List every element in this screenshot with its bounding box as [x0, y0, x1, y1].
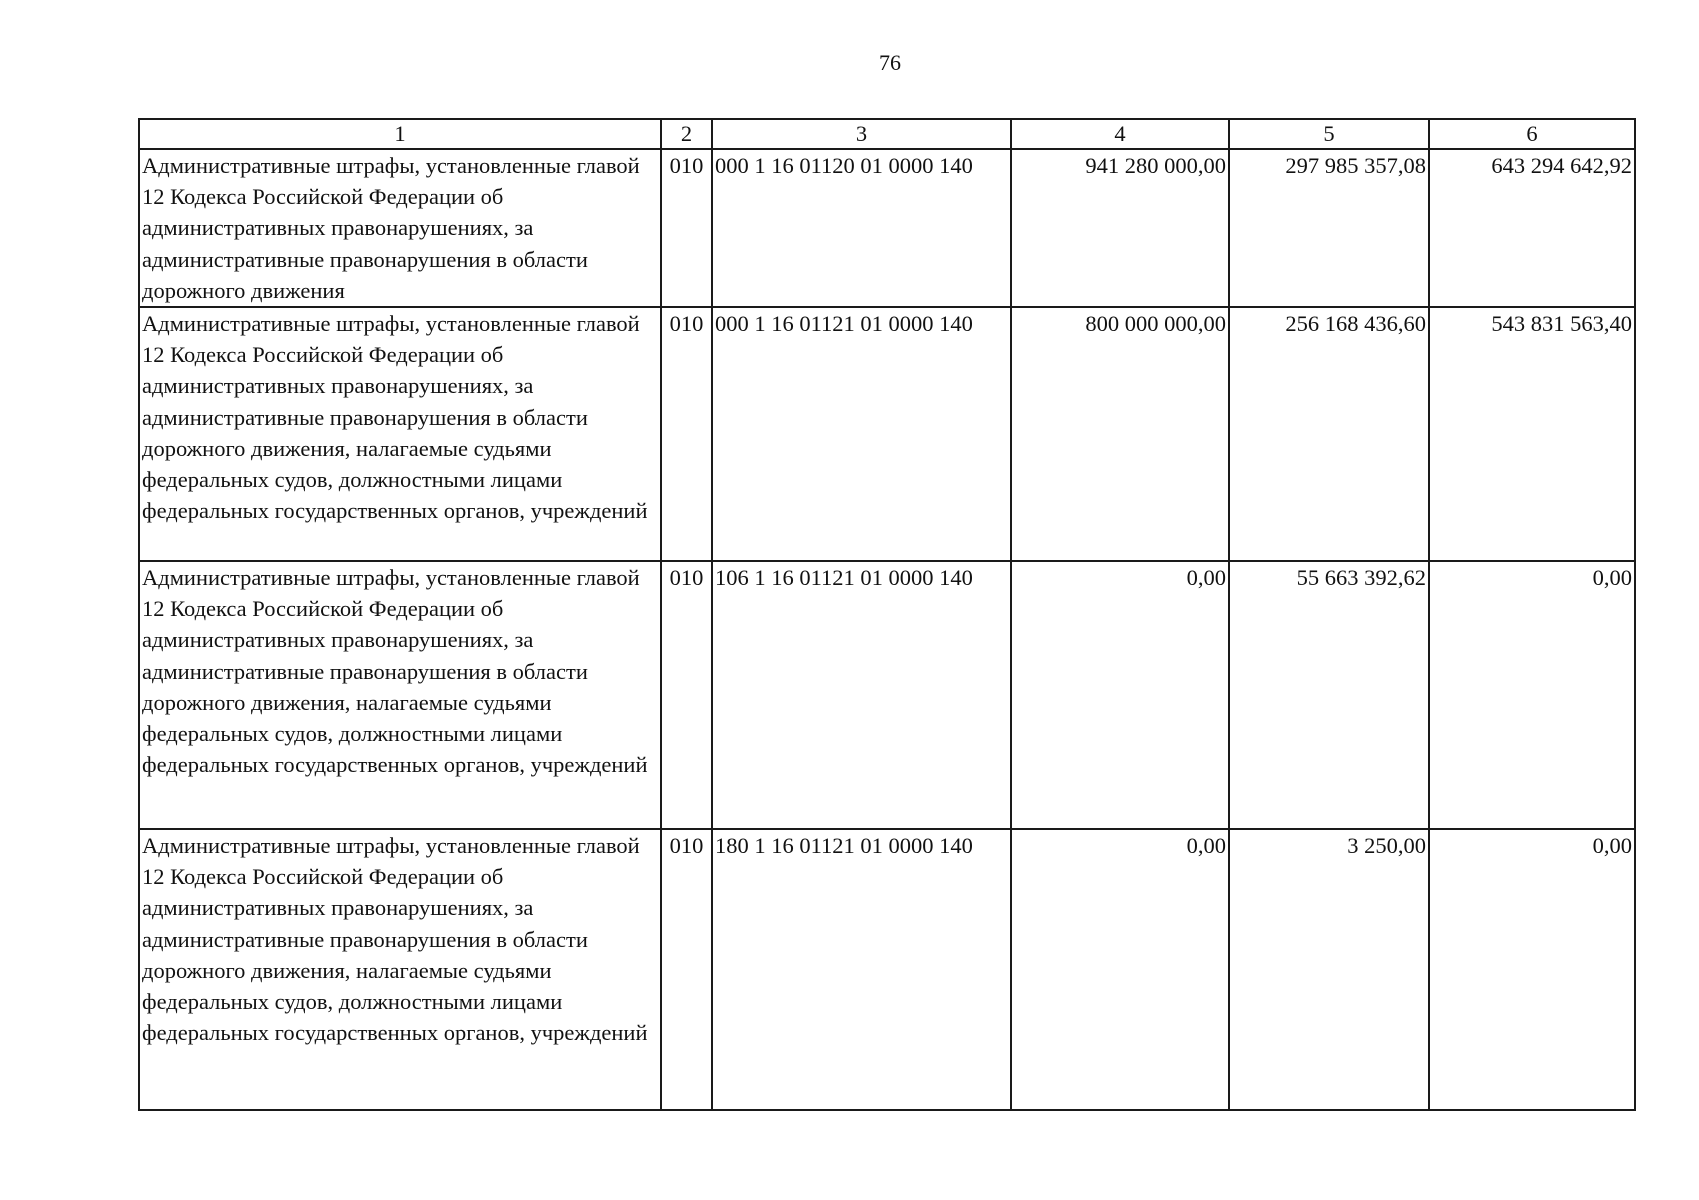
row-budget-code-cell: 106 1 16 01121 01 0000 140	[712, 561, 1011, 829]
budget-table	[138, 118, 1636, 1111]
row-col4-cell: 800 000 000,00	[1011, 307, 1229, 561]
row-line-code-cell: 010	[661, 829, 712, 1110]
header-cell-1: 1	[139, 119, 661, 149]
table-header-row	[139, 119, 1635, 149]
table-row	[139, 149, 1635, 307]
row-line-code-cell: 010	[661, 307, 712, 561]
row-col4-cell: 0,00	[1011, 561, 1229, 829]
row-col4-cell: 941 280 000,00	[1011, 149, 1229, 307]
row-col6-cell: 0,00	[1429, 829, 1635, 1110]
row-budget-code-cell: 000 1 16 01121 01 0000 140	[712, 307, 1011, 561]
row-col5-cell: 297 985 357,08	[1229, 149, 1429, 307]
row-line-code-cell: 010	[661, 149, 712, 307]
header-cell-5: 5	[1229, 119, 1429, 149]
table-row	[139, 561, 1635, 829]
row-budget-code-cell: 180 1 16 01121 01 0000 140	[712, 829, 1011, 1110]
row-name-cell: Административные штрафы, установленные главой 12 Кодекса Российской Федерации об административных правонарушениях, за административные правонарушения в области дорожного движения, налагаемые судьями федеральных судов, должностными лицами федеральных государственных органов, учреждений	[139, 829, 661, 1110]
row-col4-cell: 0,00	[1011, 829, 1229, 1110]
row-name-cell: Административные штрафы, установленные главой 12 Кодекса Российской Федерации об административных правонарушениях, за административные правонарушения в области дорожного движения	[139, 149, 661, 307]
table-row	[139, 829, 1635, 1110]
header-cell-3: 3	[712, 119, 1011, 149]
row-col6-cell: 643 294 642,92	[1429, 149, 1635, 307]
row-col5-cell: 55 663 392,62	[1229, 561, 1429, 829]
row-budget-code-cell: 000 1 16 01120 01 0000 140	[712, 149, 1011, 307]
row-col5-cell: 3 250,00	[1229, 829, 1429, 1110]
row-line-code-cell: 010	[661, 561, 712, 829]
header-cell-4: 4	[1011, 119, 1229, 149]
row-col6-cell: 543 831 563,40	[1429, 307, 1635, 561]
table-row	[139, 307, 1635, 561]
row-name-cell: Административные штрафы, установленные главой 12 Кодекса Российской Федерации об административных правонарушениях, за административные правонарушения в области дорожного движения, налагаемые судьями федеральных судов, должностными лицами федеральных государственных органов, учреждений	[139, 307, 661, 561]
header-cell-6: 6	[1429, 119, 1635, 149]
row-name-cell: Административные штрафы, установленные главой 12 Кодекса Российской Федерации об административных правонарушениях, за административные правонарушения в области дорожного движения, налагаемые судьями федеральных судов, должностными лицами федеральных государственных органов, учреждений	[139, 561, 661, 829]
page-number: 76	[879, 50, 901, 75]
header-cell-2: 2	[661, 119, 712, 149]
row-col5-cell: 256 168 436,60	[1229, 307, 1429, 561]
row-col6-cell: 0,00	[1429, 561, 1635, 829]
